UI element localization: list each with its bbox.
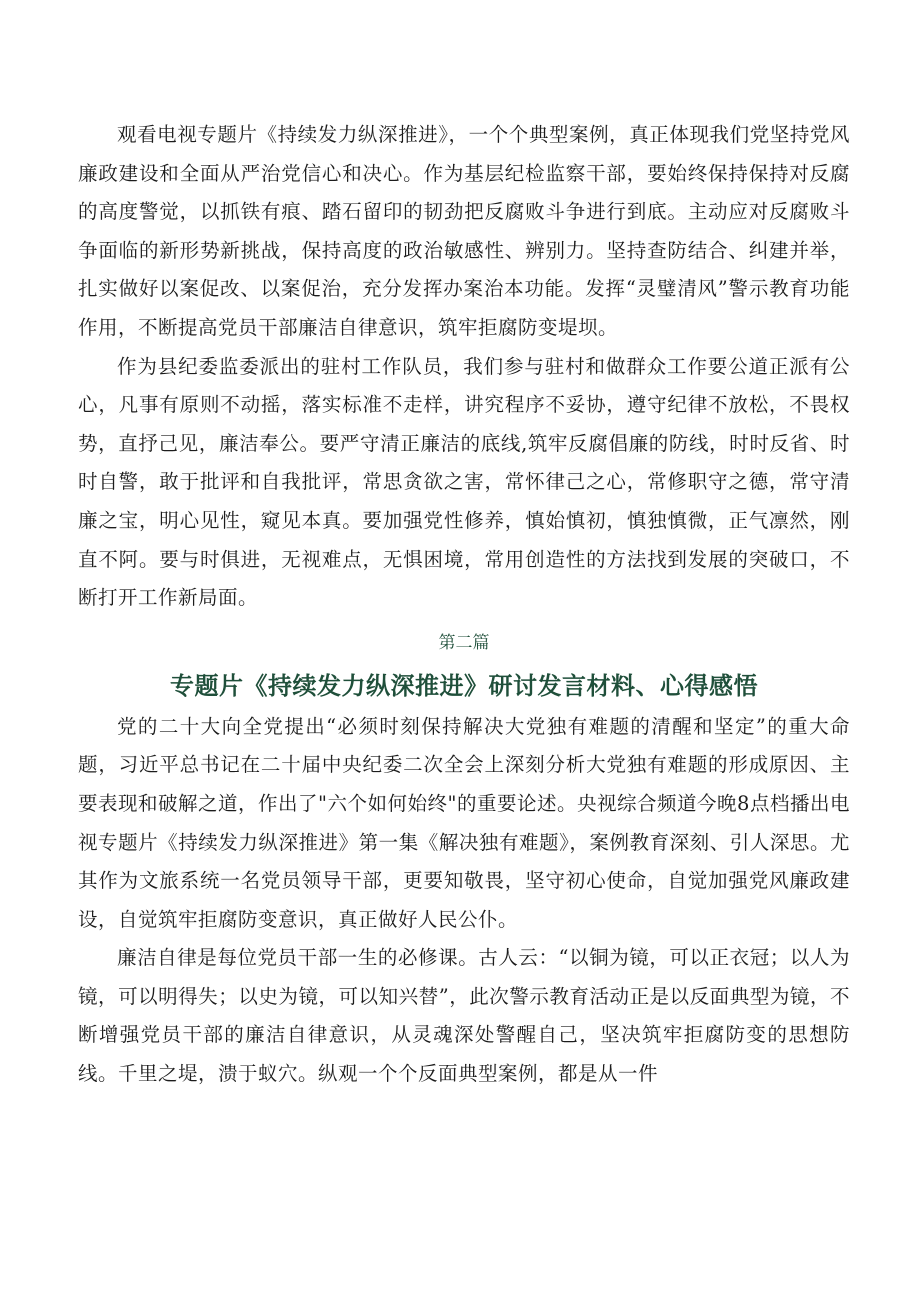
section-title: 专题片《持续发力纵深推进》研讨发言材料、心得感悟 [170, 671, 758, 700]
paragraph: 作为县纪委监委派出的驻村工作队员，我们参与驻村和做群众工作要公道正派有公心，凡事有原则不动摇，落实标准不走样，讲究程序不妥协，遵守纪律不放松，不畏权势，直抒己见，廉洁奉公。要严守清正廉洁的底线,筑牢反腐倡廉的防线，时时反省、时时自警，敢于批评和自我批评，常思贪欲之害，常怀律己之心，常修职守之德，常守清廉之宝，明心见性，窥见本真。要加强党性修养，慎始慎初，慎独慎微，正气凛然，刚直不阿。要与时俱进，无视难点，无惧困境，常用创造性的方法找到发展的突破口，不断打开工作新局面。 [78, 354, 850, 610]
document-body [78, 116, 850, 1094]
section-label: 第二篇 [438, 632, 490, 653]
paragraph: 党的二十大向全党提出“必须时刻保持解决大党独有难题的清醒和坚定”的重大命题，习近平总书记在二十届中央纪委二次全会上深刻分析大党独有难题的形成原因、主要表现和破解之道，作出了"六个如何始终"的重要论述。央视综合频道今晚8点档播出电视专题片《持续发力纵深推进》第一集《解决独有难题》，案例教育深刻、引人深思。尤其作为文旅系统一名党员领导干部，更要知敬畏，坚守初心使命，自觉加强党风廉政建设，自觉筑牢拒腐防变意识，真正做好人民公仆。 [78, 714, 850, 931]
paragraph: 廉洁自律是每位党员干部一生的必修课。古人云：“以铜为镜，可以正衣冠；以人为镜，可以明得失；以史为镜，可以知兴替”，此次警示教育活动正是以反面典型为镜，不断增强党员干部的廉洁自律意识，从灵魂深处警醒自己，坚决筑牢拒腐防变的思想防线。千里之堤，溃于蚁穴。纵观一个个反面典型案例，都是从一件 [78, 946, 850, 1086]
paragraph: 观看电视专题片《持续发力纵深推进》，一个个典型案例，真正体现我们党坚持党风廉政建设和全面从严治党信心和决心。作为基层纪检监察干部，要始终保持保持对反腐的高度警觉，以抓铁有痕、踏石留印的韧劲把反腐败斗争进行到底。主动应对反腐败斗争面临的新形势新挑战，保持高度的政治敏感性、辨别力。坚持查防结合、纠建并举，扎实做好以案促改、以案促治，充分发挥办案治本功能。发挥“灵璧清风”警示教育功能作用，不断提高党员干部廉洁自律意识，筑牢拒腐防变堤坝。 [78, 123, 850, 339]
